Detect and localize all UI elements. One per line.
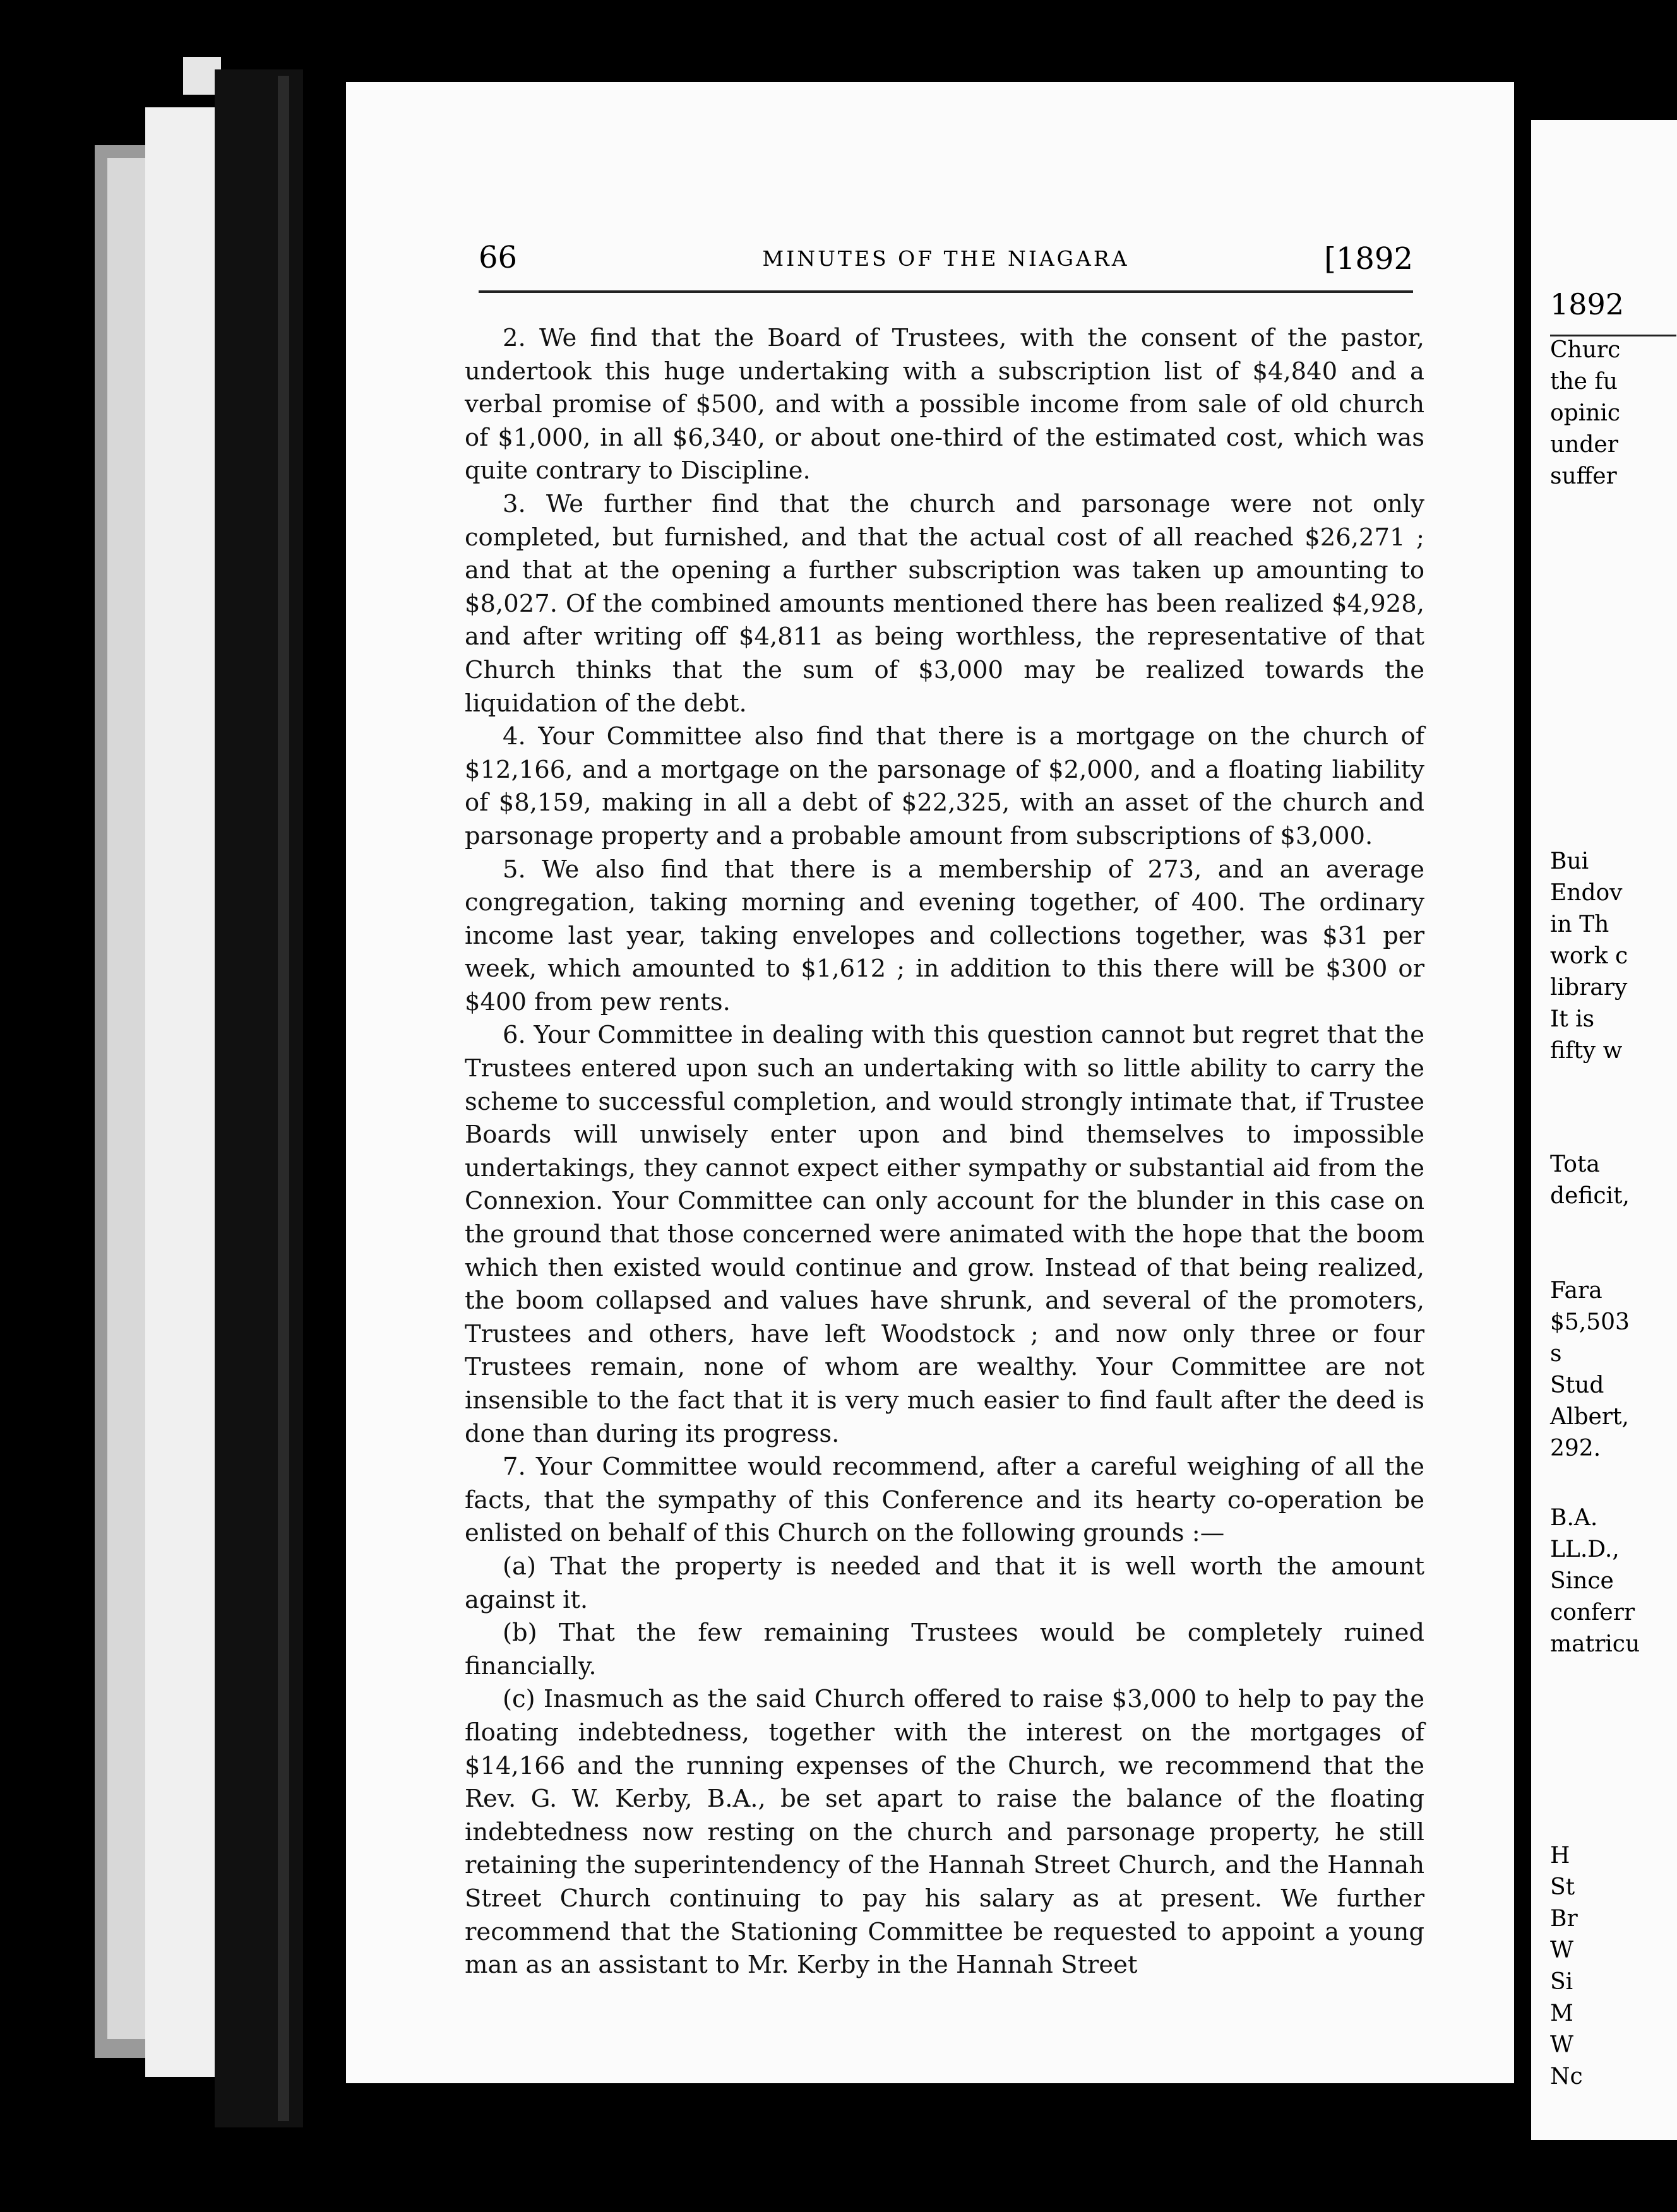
facing-line: the fu [1550, 369, 1618, 395]
facing-line: W [1550, 1937, 1574, 1963]
facing-fragment-1 [1550, 335, 1620, 492]
facing-fragment-7 [1550, 1840, 1583, 2093]
facing-line: Churc [1550, 337, 1621, 363]
paragraph-6: 6. Your Committee in dealing with this question cannot but regret that the Trustees entered upon such an undertaking with so little ability to carry the scheme to successful completion, and would strongly intimate that, if Trustee Boards will unwisely enter upon and bind themselves to impossible undertakings, they cannot expect either sympathy or substantial aid from the Connexion. Your Committee can only account for the blunder in this case on the ground that those concerned were animated with the hope that the boom which then existed would continue and grow. Instead of that being realized, the boom collapsed and values have shrunk, and several of the promoters, Trustees and others, have left Woodstock ; and now only three or four Trustees remain, none of whom are wealthy. Your Committee are not insensible to the fact that it is very much easier to find fault after the deed is done than during its progress. [465, 1021, 1424, 1448]
facing-fragment-2 [1550, 846, 1628, 1067]
facing-line: M [1550, 2001, 1573, 2026]
facing-line: B.A. [1550, 1505, 1598, 1531]
facing-line: suffer [1550, 463, 1617, 489]
main-page [346, 82, 1514, 2083]
binding-stripe [278, 76, 289, 2121]
facing-line: library [1550, 975, 1628, 1001]
paragraph-3: 3. We further find that the church and parsonage were not only completed, but furnished, and that the actual cost of all reached $26,271 ; and that at the opening a further subscription was taken up amounting to $8,027. Of the combined amounts mentioned there has been realized $4,928, and after writing off $4,811 as being worthless, the representative of that Church thinks that the sum of $3,000 may be realized towards the liquidation of the debt. [465, 489, 1424, 718]
facing-page [1531, 120, 1677, 2140]
facing-line: under [1550, 432, 1618, 458]
facing-fragment-3 [1550, 1149, 1630, 1212]
facing-line: W [1550, 2032, 1574, 2058]
facing-line: fifty w [1550, 1038, 1623, 1064]
facing-line: It is [1550, 1006, 1595, 1032]
facing-page-year: 1892 [1550, 287, 1625, 321]
facing-line: matricu [1550, 1631, 1640, 1657]
running-title: MINUTES OF THE NIAGARA [762, 246, 1130, 271]
facing-line: 292. [1550, 1436, 1601, 1461]
facing-line: work c [1550, 943, 1628, 969]
facing-line: Tota [1550, 1151, 1600, 1177]
facing-line: Albert, [1550, 1404, 1629, 1430]
book-edge-pages-inner [145, 107, 215, 2077]
facing-line: St [1550, 1874, 1575, 1900]
paragraph-4: 4. Your Committee also find that there is a mortgage on the church of $12,166, and a mortgage on the parsonage of $2,000, and a floating liability of $8,159, making in all a debt of $22,325, with an asset of the church and parsonage property and a probable amount from subscriptions of $3,000. [465, 722, 1424, 850]
facing-line: Endov [1550, 880, 1623, 906]
book-binding [215, 69, 303, 2127]
book-gutter [1514, 95, 1531, 2115]
page-body [465, 322, 1424, 1982]
facing-fragment-6 [1550, 1502, 1640, 1660]
facing-line: opinic [1550, 400, 1621, 426]
facing-line: Br [1550, 1906, 1578, 1932]
paragraph-7c: (c) Inasmuch as the said Church offered to raise $3,000 to help to pay the floating indebtedness, together with the interest on the mortgages of $14,166 and the running expenses of the Church, we recommend that the Rev. G. W. Kerby, B.A., be set apart to raise the balance of the floating indebtedness now resting on the church and parsonage property, he still retaining the superintendency of the Hannah Street Church, and the Hannah Street Church continuing to pay his salary as at present. We further recommend that the Stationing Committee be requested to appoint a young man as an assistant to Mr. Kerby in the Hannah Street [465, 1685, 1424, 1980]
facing-fragment-4 [1550, 1275, 1630, 1370]
paragraph-2: 2. We find that the Board of Trustees, with the consent of the pastor, undertook this huge undertaking with a subscription list of $4,840 and a verbal promise of $500, and with a possible income from sale of old church of $1,000, in all $6,340, or about one-third of the estimated cost, which was quite contrary to Discipline. [465, 324, 1424, 485]
facing-line: deficit, [1550, 1183, 1630, 1209]
facing-line: H [1550, 1843, 1570, 1869]
page-header [479, 240, 1413, 278]
paragraph-5: 5. We also find that there is a membership of 273, and an average congregation, taking morning and evening together, of 400. The ordinary income last year, taking envelopes and collections together, was $31 per week, which amounted to $1,612 ; in addition to this there will be $300 or $400 from pew rents. [465, 855, 1424, 1016]
facing-line: Nc [1550, 2064, 1583, 2090]
facing-line: Stud [1550, 1372, 1604, 1398]
facing-line: Bui [1550, 848, 1589, 874]
facing-line: Si [1550, 1969, 1573, 1995]
header-year: [1892 [1324, 241, 1413, 276]
paragraph-7: 7. Your Committee would recommend, after a careful weighing of all the facts, that the sympathy of this Conference and its hearty co-operation be enlisted on behalf of this Church on the following grounds :— [465, 1453, 1424, 1548]
facing-line: s [1550, 1341, 1562, 1367]
header-rule [479, 290, 1413, 293]
facing-line: conferr [1550, 1600, 1635, 1626]
facing-fragment-5 [1550, 1370, 1629, 1465]
facing-line: $5,503 [1550, 1309, 1630, 1335]
paragraph-7a: (a) That the property is needed and that it is well worth the amount against it. [465, 1552, 1424, 1614]
page-number: 66 [479, 240, 518, 275]
facing-line: in Th [1550, 912, 1609, 937]
paragraph-7b: (b) That the few remaining Trustees would be completely ruined financially. [465, 1619, 1424, 1680]
facing-line: LL.D., [1550, 1537, 1620, 1562]
facing-line: Since [1550, 1568, 1614, 1594]
facing-line: Fara [1550, 1278, 1602, 1304]
